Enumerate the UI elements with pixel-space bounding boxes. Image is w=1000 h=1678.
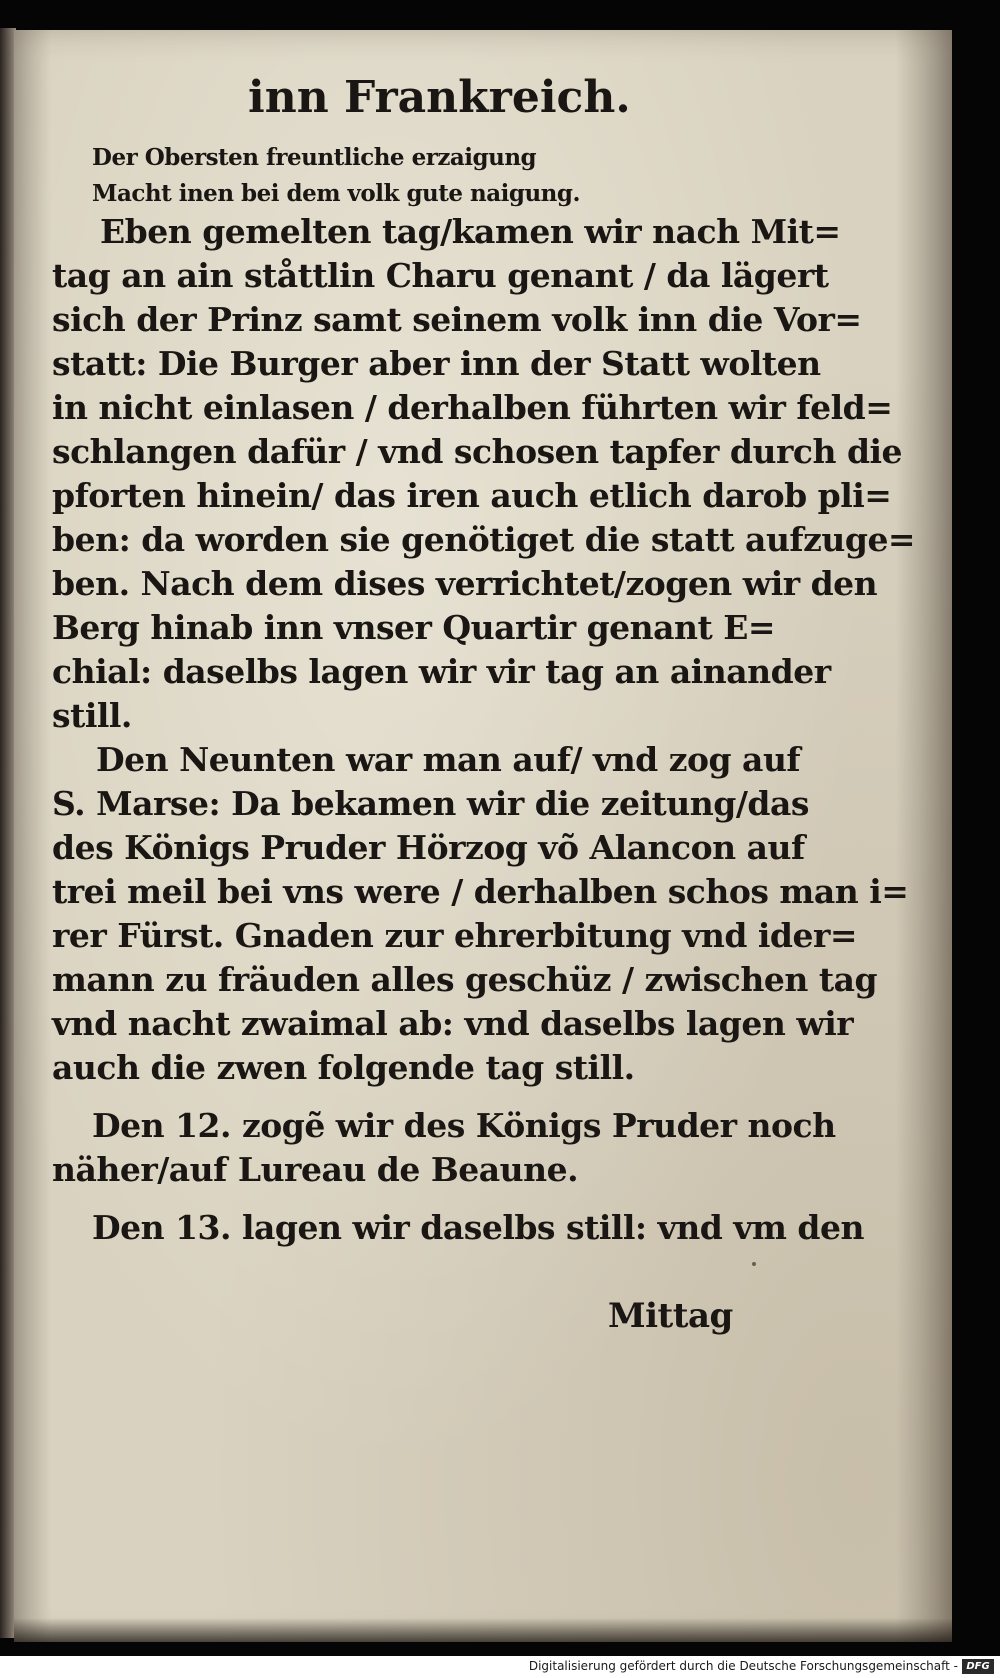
running-head: inn Frankreich. bbox=[248, 72, 631, 123]
body-line: rer Fürst. Gnaden zur ehrerbitung vnd ider= bbox=[52, 916, 858, 955]
body-line: S. Marse: Da bekamen wir die zeitung/das bbox=[52, 784, 809, 823]
body-line: näher/auf Lureau de Beaune. bbox=[52, 1150, 579, 1189]
body-line: schlangen dafür / vnd schosen tapfer durch die bbox=[52, 432, 903, 471]
body-line: chial: daselbs lagen wir vir tag an ainander bbox=[52, 652, 831, 691]
dfg-logo: DFG bbox=[962, 1659, 994, 1674]
body-line: mann zu fräuden alles geschüz / zwischen tag bbox=[52, 960, 878, 999]
body-line: statt: Die Burger aber inn der Statt wolten bbox=[52, 344, 821, 383]
body-line: sich der Prinz samt seinem volk inn die Vor= bbox=[52, 300, 862, 339]
body-line: vnd nacht zwaimal ab: vnd daselbs lagen wir bbox=[52, 1004, 854, 1043]
body-line: still. bbox=[52, 696, 132, 735]
body-line: Den 13. lagen wir daselbs still: vnd vm den bbox=[92, 1208, 864, 1247]
catchword: Mittag bbox=[608, 1296, 733, 1336]
body-line: ben. Nach dem dises verrichtet/zogen wir den bbox=[52, 564, 878, 603]
motto-line-1: Der Obersten freuntliche erzaigung bbox=[92, 144, 537, 171]
body-line: Eben gemelten tag/kamen wir nach Mit= bbox=[100, 212, 841, 251]
body-line: Den 12. zogẽ wir des Königs Pruder noch bbox=[92, 1106, 836, 1145]
body-line: Den Neunten war man auf/ vnd zog auf bbox=[96, 740, 801, 779]
body-line: pforten hinein/ das iren auch etlich darob pli= bbox=[52, 476, 892, 515]
body-line: auch die zwen folgende tag still. bbox=[52, 1048, 635, 1087]
digitization-credit: Digitalisierung gefördert durch die Deutsche Forschungsgemeinschaft - bbox=[528, 1659, 958, 1673]
body-line: tag an ain ståttlin Charu genant / da lägert bbox=[52, 256, 829, 295]
body-line: des Königs Pruder Hörzog võ Alancon auf bbox=[52, 828, 805, 867]
body-line: trei meil bei vns were / derhalben schos man i= bbox=[52, 872, 909, 911]
page-bottom-shadow bbox=[14, 1618, 952, 1642]
body-line: in nicht einlasen / derhalben führten wir feld= bbox=[52, 388, 893, 427]
body-line: ben: da worden sie genötiget die statt aufzuge= bbox=[52, 520, 916, 559]
motto-line-2: Macht inen bei dem volk gute naigung. bbox=[92, 180, 580, 207]
ink-speck bbox=[752, 1262, 756, 1266]
body-line: Berg hinab inn vnser Quartir genant E= bbox=[52, 608, 776, 647]
